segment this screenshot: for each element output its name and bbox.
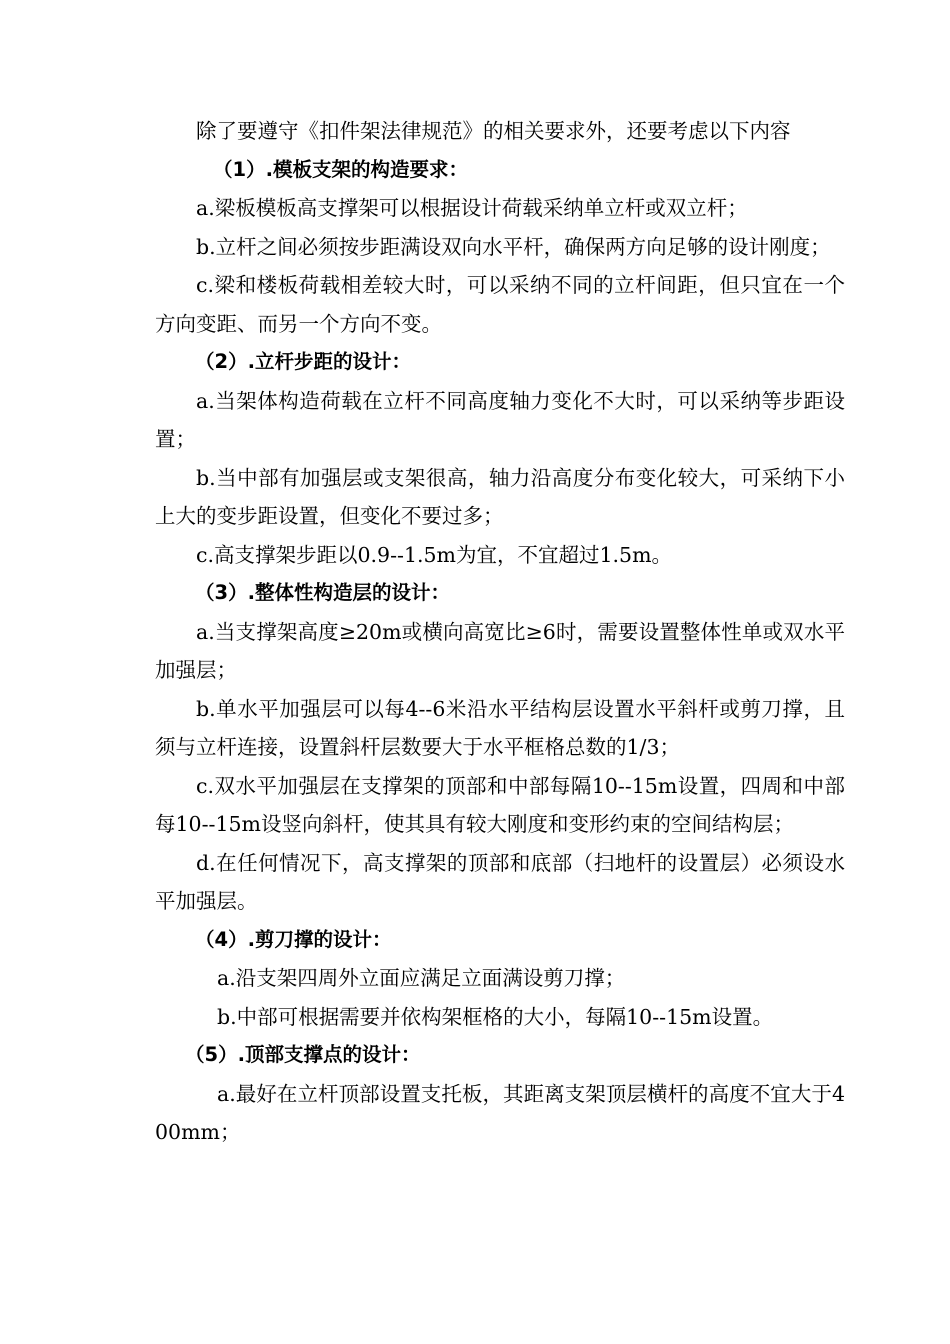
section-4-item-b: b.中部可根据需要并依构架框格的大小，每隔10--15m设置。	[217, 1004, 774, 1029]
intro-paragraph: 除了要遵守《扣件架法律规范》的相关要求外，还要考虑以下内容	[196, 119, 791, 143]
section-heading-5: （5）.顶部支撑点的设计：	[185, 1043, 421, 1066]
document-body	[155, 112, 845, 1152]
section-heading-4: （4）.剪刀撑的设计：	[195, 927, 392, 951]
section-heading-1: （1）.模板支架的构造要求：	[213, 157, 468, 181]
section-2-item-c: c.高支撑架步距以0.9--1.5m为宜，不宜超过1.5m。	[196, 542, 673, 567]
section-5-item-a: a.最好在立杆顶部设置支托板，其距离支架顶层横杆的高度不宜大于400mm；	[155, 1081, 845, 1144]
section-4-item-a: a.沿支架四周外立面应满足立面满设剪刀撑；	[217, 966, 626, 990]
section-1-item-a: a.梁板模板高支撑架可以根据设计荷载采纳单立杆或双立杆；	[196, 196, 748, 220]
section-heading-2: （2）.立杆步距的设计：	[195, 350, 411, 373]
section-1-item-b: b.立杆之间必须按步距满设双向水平杆，确保两方向足够的设计刚度；	[196, 234, 831, 259]
section-3-item-b: b.单水平加强层可以每4--6米沿水平结构层设置水平斜杆或剪刀撑，且须与立杆连接，设置斜杆层数要大于水平框格总数的1/3；	[155, 696, 845, 759]
section-2-item-b: b.当中部有加强层或支架很高，轴力沿高度分布变化较大，可采纳下小上大的变步距设置，但变化不要过多；	[155, 465, 845, 528]
section-heading-3: （3）.整体性构造层的设计：	[195, 581, 450, 604]
section-1-item-c: c.梁和楼板荷载相差较大时，可以采纳不同的立杆间距，但只宜在一个方向变距、而另一个方向不变。	[155, 273, 845, 336]
section-2-item-a: a.当架体构造荷载在立杆不同高度轴力变化不大时，可以采纳等步距设置；	[155, 388, 845, 451]
section-3-item-c: c.双水平加强层在支撑架的顶部和中部每隔10--15m设置，四周和中部每10--15m设竖向斜杆，使其具有较大刚度和变形约束的空间结构层；	[155, 773, 845, 836]
section-3-item-a: a.当支撑架高度≥20m或横向高宽比≥6时，需要设置整体性单或双水平加强层；	[155, 619, 845, 682]
section-3-item-d: d.在任何情况下，高支撑架的顶部和底部（扫地杆的设置层）必须设水平加强层。	[155, 850, 845, 913]
